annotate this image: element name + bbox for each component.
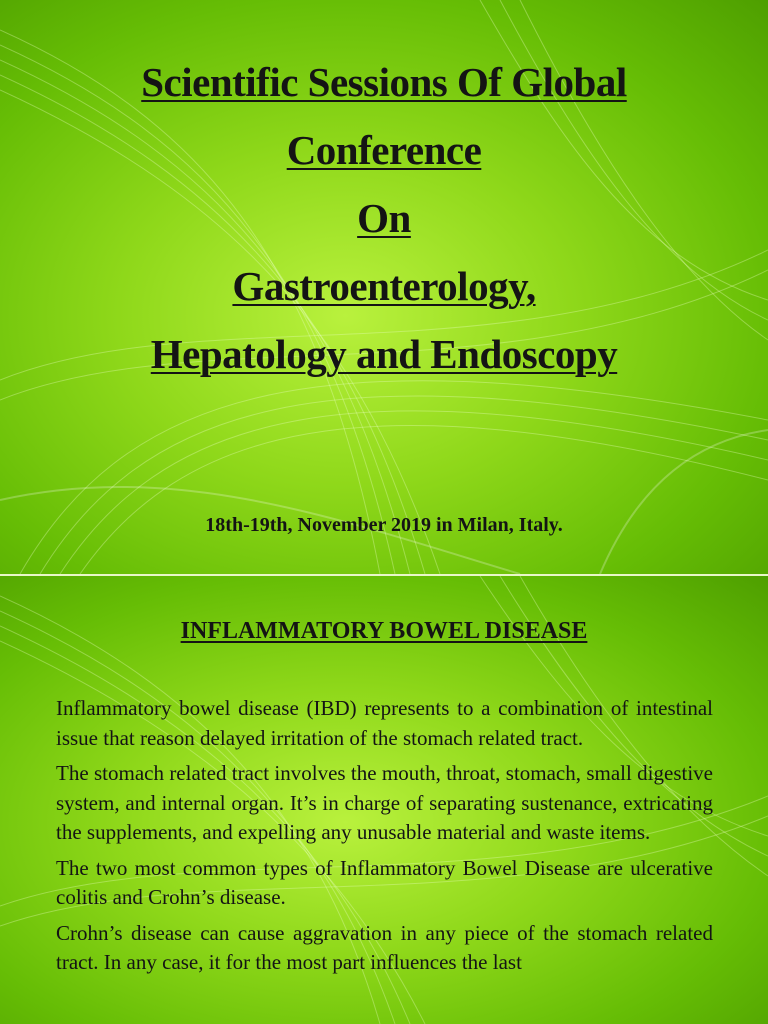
title-line-3: On — [357, 195, 411, 241]
title-line-1: Scientific Sessions Of Global — [141, 59, 627, 105]
content-slide — [0, 576, 768, 1024]
paragraph-2: The stomach related tract involves the mouth, throat, stomach, small digestive system, and internal organ. It’s in charge of separating sustenance, extricating the supplements, and expelling any unusable material and waste items. — [56, 761, 713, 844]
paragraph-3: The two most common types of Inflammatory Bowel Disease are ulcerative colitis and Crohn’s disease. — [56, 855, 713, 909]
title-line-2: Conference — [286, 127, 482, 173]
paragraph-4: Crohn’s disease can cause aggravation in any piece of the stomach related tract. In any case, it for the most part influences the last — [56, 920, 713, 974]
body-text — [56, 694, 713, 984]
conference-date-location: 18th-19th, November 2019 in Milan, Italy. — [205, 514, 563, 536]
title-line-4: Gastroenterology, — [232, 263, 536, 309]
paragraph-1: Inflammatory bowel disease (IBD) represents to a combination of intestinal issue that reason delayed irritation of the stomach related tract. — [56, 696, 713, 750]
conference-title — [0, 48, 768, 388]
title-line-5: Hepatology and Endoscopy — [150, 331, 618, 377]
section-heading: INFLAMMATORY BOWEL DISEASE — [180, 618, 588, 644]
